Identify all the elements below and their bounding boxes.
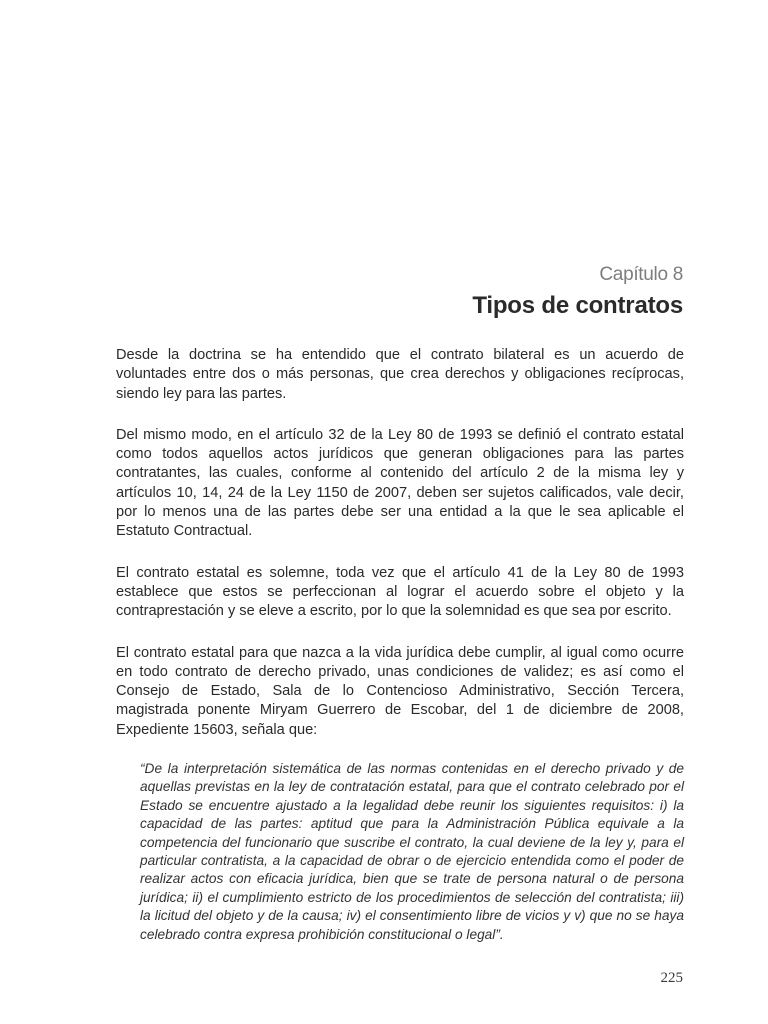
paragraph-1: Desde la doctrina se ha entendido que el contrato bilateral es un acuerdo de voluntades entre dos o más personas, que crea derechos y obligaciones recíprocas, siendo ley para las partes. [116,347,684,402]
block-quote: “De la interpretación sistemática de las normas contenidas en el derecho privado y de aquellas previstas en la ley de contratación estatal, para que el contrato celebrado por el Estado se encuentre ajustado a la legalidad debe reunir los siguientes requisitos: i) la capacidad de las partes: aptitud que para la Administración Pública equivale a la competencia del funcionario que suscribe el contrato, la cual deviene de la ley y, para el particular contratista, a la capacidad de obrar o de ejercicio entendida como el poder de realizar actos con eficacia jurídica, bien que se trate de persona natural o de persona jurídica; ii) el cumplimiento estricto de los procedimientos de selección del contratista; iii) la licitud del objeto y de la causa; iv) el consentimiento libre de vicios y v) que no se haya celebrado contra expresa prohibición constitucional o legal”. [140,761,684,942]
page-body [116,346,684,944]
chapter-label: Capítulo 8 [599,264,683,285]
chapter-header [472,262,683,322]
page-number: 225 [660,970,683,986]
paragraph-3: El contrato estatal es solemne, toda vez que el artículo 41 de la Ley 80 de 1993 establece que estos se perfeccionan al lograr el acuerdo sobre el objeto y la contraprestación y se eleve a escrito, por lo que la solemnidad es que sea por escrito. [116,564,684,620]
chapter-title: Tipos de contratos [472,292,683,319]
paragraph-2: Del mismo modo, en el artículo 32 de la Ley 80 de 1993 se definió el contrato estatal como todos aquellos actos jurídicos que generan obligaciones para las partes contratantes, las cuales, conforme al contenido del artículo 2 de la misma ley y artículos 10, 14, 24 de la Ley 1150 de 2007, deben ser sujetos calificados, vale decir, por lo menos una de las partes debe ser una entidad a la que le sea aplicable el Estatuto Contractual. [116,426,684,540]
paragraph-4: El contrato estatal para que nazca a la vida jurídica debe cumplir, al igual como ocurre en todo contrato de derecho privado, unas condiciones de validez; es así como el Consejo de Estado, Sala de lo Contencioso Administrativo, Sección Tercera, magistrada ponente Miryam Guerrero de Escobar, del 1 de diciembre de 2008, Expediente 15603, señala que: [116,644,684,738]
